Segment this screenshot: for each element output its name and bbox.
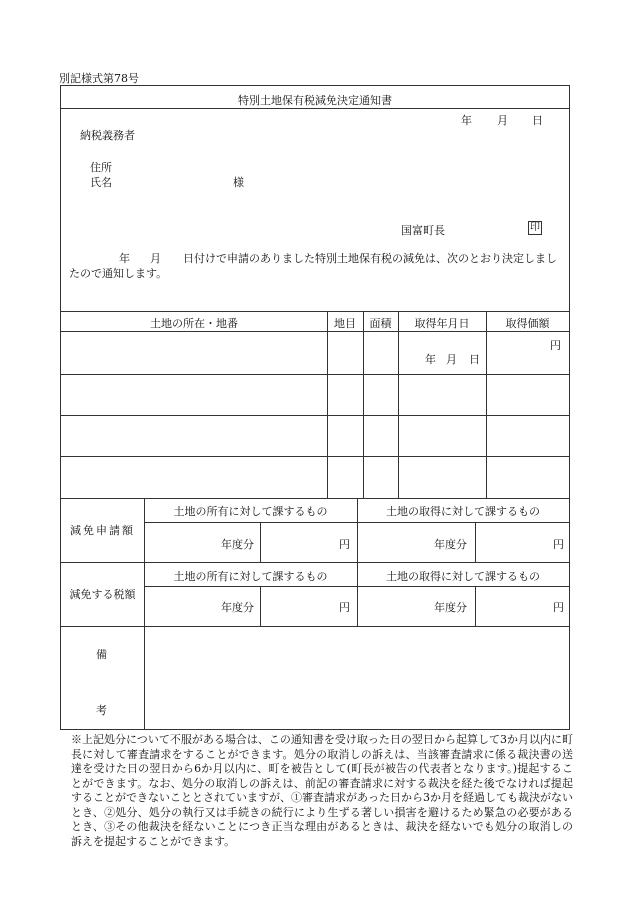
- reduced-owner-yen: 円: [339, 601, 350, 614]
- name-label: 氏名: [90, 176, 112, 189]
- applied-owner-yen: 円: [339, 538, 350, 551]
- reduced-acquire-fiscal: 年度分: [434, 601, 467, 614]
- date-year: 年: [461, 114, 472, 127]
- title-divider: [61, 108, 569, 109]
- header-location: 土地の所在・地番: [150, 317, 238, 330]
- row-date-day: 日: [469, 353, 480, 366]
- header-area: 面積: [369, 317, 392, 330]
- body-text: 日付けで申請のありました特別土地保有税の減免は、次のとおり決定しましたので通知します。: [69, 252, 557, 280]
- applied-acquire-yen: 円: [553, 538, 564, 551]
- taxpayer-label: 納税義務者: [80, 129, 135, 142]
- price-yen-unit: 円: [550, 339, 561, 352]
- body-year: 年: [119, 252, 130, 265]
- reduced-acquire-header: 土地の取得に対して課するもの: [386, 570, 540, 583]
- land-table-bottom: [61, 498, 569, 499]
- appeal-notice: ※上記処分について不服がある場合は、この通知書を受け取った日の翌日から起算して3か月以内に町長に対して審査請求をすることができます。処分の取消しの訴えは、当該審査請求に係る裁決書の送達を受けた日の翌日から6か月以内に、町を被告として(町長が被告の代表者となります。)提起することができます。なお、処分の取消しの訴えは、前記の審査請求に対する裁決を経た後でなければ提起することができないこととされていますが、①審査請求があった日から3か月を経過しても裁決がないとき、②処分、処分の執行又は手続きの続行により生ずる著しい損害を避けるため緊急の必要があるとき、③その他裁決を経ないことにつき正当な理由があるときは、裁決を経ないでも処分の取消しの訴えを提起することができます。: [71, 733, 573, 848]
- notice-form: [60, 85, 570, 730]
- applied-owner-header: 土地の所有に対して課するもの: [173, 505, 328, 518]
- applied-acquire-header: 土地の取得に対して課するもの: [386, 505, 540, 518]
- reduced-acquire-yen: 円: [553, 601, 564, 614]
- seal-mark: 印: [530, 222, 540, 233]
- date-month: 月: [497, 114, 508, 127]
- applied-acquire-fiscal: 年度分: [434, 538, 467, 551]
- header-acquire-price: 取得価額: [505, 317, 550, 330]
- reduced-owner-fiscal: 年度分: [221, 601, 254, 614]
- row-date-month: 月: [446, 353, 457, 366]
- remarks-label-bottom: 考: [96, 704, 107, 717]
- applied-section-bottom: [61, 562, 569, 563]
- reduced-tax-label: 減免する税額: [69, 588, 136, 601]
- reduced-section-bottom: [61, 626, 569, 627]
- land-table-top: [61, 311, 569, 312]
- row-date-year: 年: [425, 353, 436, 366]
- form-number: 別記様式第78号: [59, 72, 139, 85]
- reduced-owner-header: 土地の所有に対して課するもの: [173, 570, 328, 583]
- notice-body: [69, 251, 563, 281]
- form-title: 特別土地保有税減免決定通知書: [238, 94, 392, 107]
- honorific: 様: [233, 176, 244, 189]
- applied-owner-fiscal: 年度分: [221, 538, 254, 551]
- applied-amount-label: 減免申請額: [70, 524, 135, 537]
- address-label: 住所: [90, 161, 112, 174]
- issuer-name: 国富町長: [401, 224, 445, 237]
- remarks-label-top: 備: [96, 648, 107, 661]
- body-month: 月: [150, 252, 161, 265]
- header-land-category: 地目: [334, 317, 356, 330]
- date-day: 日: [532, 114, 543, 127]
- land-header-bottom: [61, 331, 569, 332]
- header-acquire-date: 取得年月日: [414, 317, 470, 330]
